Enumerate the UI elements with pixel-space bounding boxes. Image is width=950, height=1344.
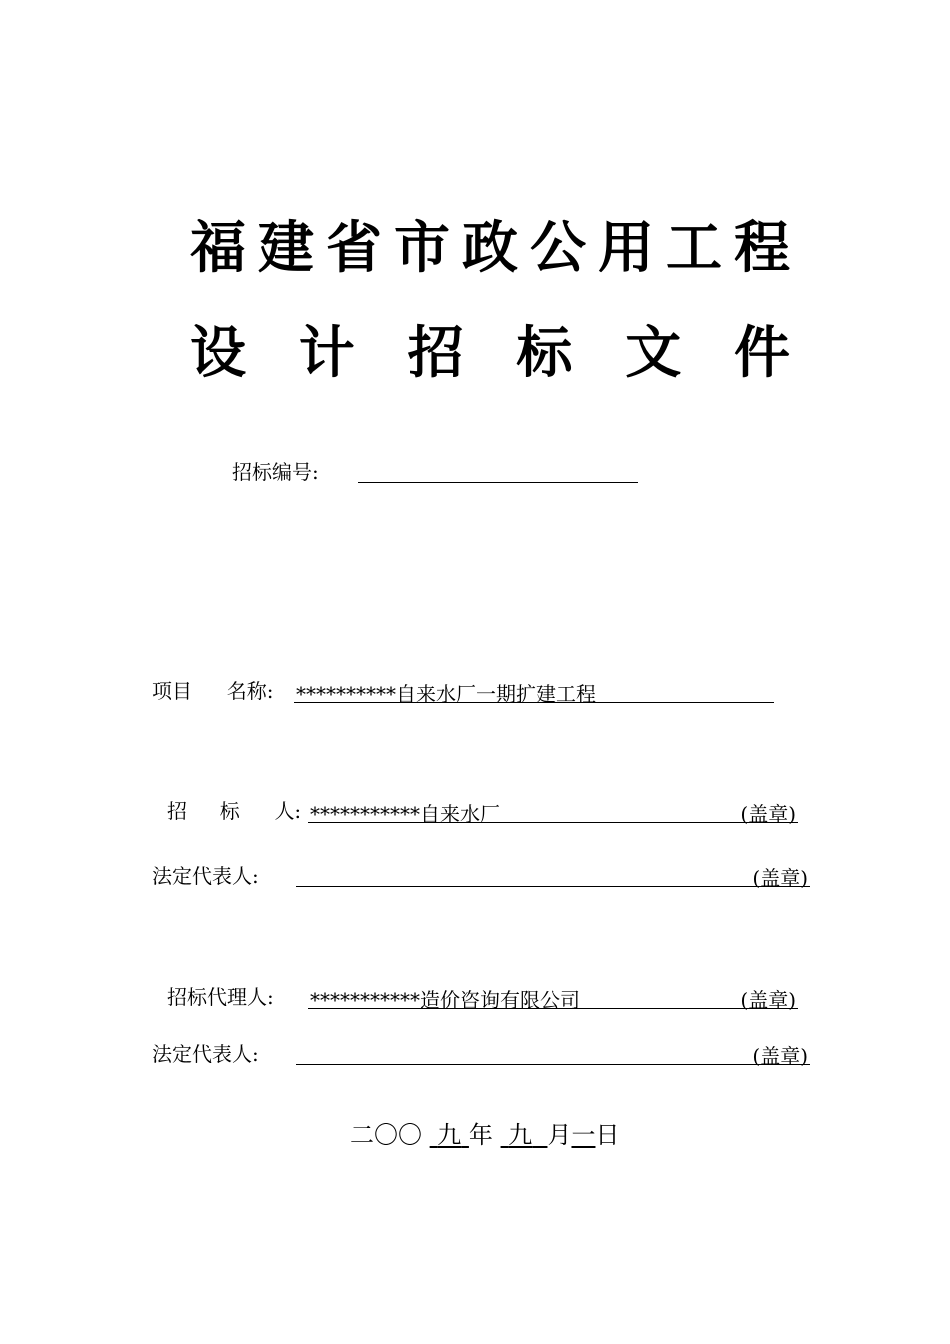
tenderer-label-c: 人:	[274, 799, 302, 823]
date-month-suffix: 月	[547, 1121, 572, 1149]
project-name-value: **********自来水厂一期扩建工程	[296, 682, 596, 706]
agent-rep-label: 法定代表人:	[152, 1042, 259, 1066]
agent-field[interactable]	[308, 984, 798, 1012]
title-line-1	[190, 215, 790, 281]
tenderer-label-b: 标	[219, 799, 240, 823]
title-char: 市	[394, 215, 450, 281]
date-year: 九	[437, 1121, 462, 1149]
project-name-field[interactable]	[294, 678, 774, 706]
agent-label: 招标代理人:	[167, 985, 274, 1009]
title-char: 件	[733, 320, 790, 386]
date-day: 一	[571, 1121, 596, 1149]
title-char: 设	[190, 320, 246, 386]
title-char: 文	[625, 320, 682, 386]
title-char: 用	[598, 215, 654, 281]
date-year-prefix: 二〇〇	[350, 1121, 422, 1149]
project-name-label-row	[152, 679, 273, 703]
title-char: 招	[407, 320, 464, 386]
tenderer-label-a: 招	[167, 799, 187, 823]
date-month: 九	[508, 1121, 533, 1149]
agent-rep-seal: (盖章)	[752, 1044, 808, 1068]
document-date	[350, 1115, 619, 1150]
tenderer-rep-label: 法定代表人:	[152, 864, 259, 888]
agent-seal: (盖章)	[740, 988, 796, 1012]
tenderer-value: ***********自来水厂	[310, 802, 500, 826]
title-char: 省	[326, 215, 382, 281]
tenderer-field[interactable]	[308, 798, 798, 826]
tenderer-rep-label-row	[152, 864, 259, 888]
project-label-a: 项目	[152, 679, 192, 703]
agent-rep-field[interactable]	[296, 1040, 810, 1068]
tenderer-label-row	[167, 799, 301, 823]
tenderer-seal: (盖章)	[740, 802, 796, 826]
title-char: 标	[516, 320, 573, 386]
title-char: 建	[258, 215, 314, 281]
agent-label-row	[167, 985, 274, 1009]
agent-value: ***********造价咨询有限公司	[310, 988, 580, 1012]
date-year-suffix: 年	[468, 1121, 493, 1149]
date-day-suffix: 日	[595, 1121, 620, 1149]
title-char: 计	[298, 320, 355, 386]
bid-number-label: 招标编号:	[232, 460, 319, 484]
title-char: 福	[190, 215, 246, 281]
bid-number-row	[232, 460, 319, 484]
agent-rep-label-row	[152, 1042, 259, 1066]
tenderer-rep-seal: (盖章)	[752, 866, 808, 890]
title-char: 公	[530, 215, 586, 281]
title-char: 程	[734, 215, 790, 281]
title-char: 政	[462, 215, 518, 281]
title-char: 工	[666, 215, 722, 281]
title-line-2	[190, 320, 790, 386]
tenderer-rep-field[interactable]	[296, 862, 810, 890]
project-label-b: 名称:	[226, 679, 274, 703]
bid-number-field[interactable]	[358, 458, 638, 483]
